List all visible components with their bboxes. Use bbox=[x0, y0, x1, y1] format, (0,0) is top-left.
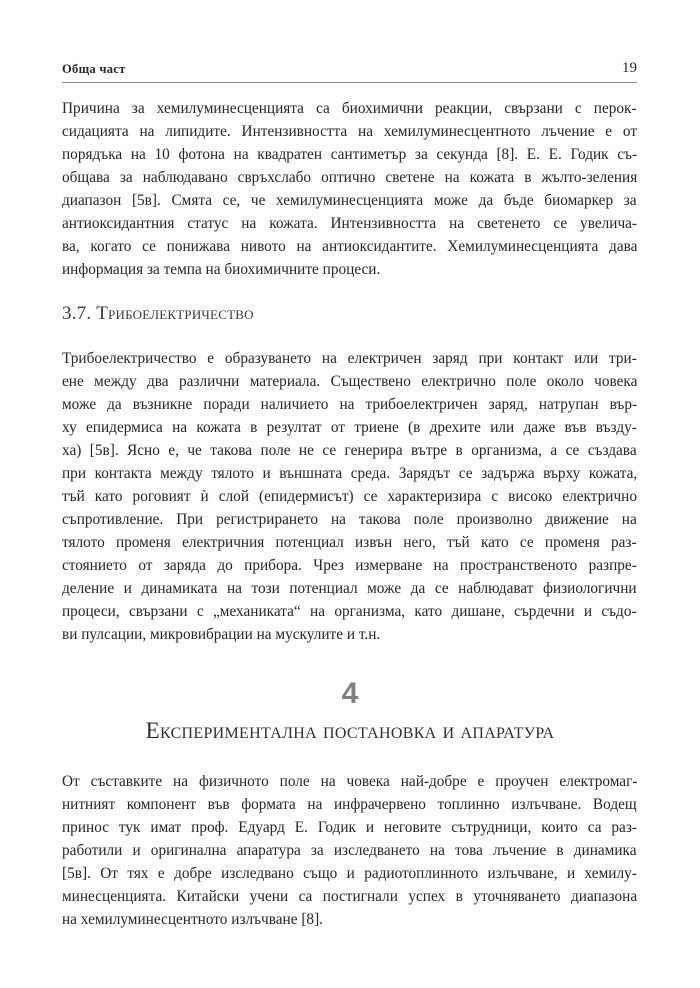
text-line: диапазон [5в]. Смята се, че хемилуминесценцията може да бъде биомаркер за bbox=[62, 192, 637, 209]
text-line: Трибоелектричество е образуването на електричен заряд при контакт или три- bbox=[62, 350, 637, 367]
section-number: 3.7. bbox=[62, 303, 92, 324]
paragraph-experimental bbox=[62, 770, 637, 931]
running-title: Обща част bbox=[62, 62, 126, 76]
text-line: порядъка на 10 фотона на квадратен сантиметър за секунда [8]. Е. Е. Годик съ- bbox=[62, 146, 637, 163]
text-line: на хемилуминесцентното излъчване [8]. bbox=[62, 911, 323, 928]
section-title: Трибоелектричество bbox=[96, 303, 254, 324]
text-line: ва, когато се понижава нивото на антиоксидантите. Хемилуминесценцията дава bbox=[62, 238, 637, 255]
text-line: съпротивление. При регистрирането на такова поле произволно движение на bbox=[62, 511, 637, 528]
text-line: Причина за хемилуминесценцията са биохимични реакции, свързани с перок- bbox=[62, 100, 637, 117]
text-line: информация за темпа на биохимичните процеси. bbox=[62, 261, 381, 278]
text-line: тъй като роговият ѝ слой (епидермисът) се характеризира с високо електрично bbox=[62, 488, 637, 505]
text-line: принос тук имат проф. Едуард Е. Годик и неговите сътрудници, които са раз- bbox=[62, 819, 637, 836]
text-line: общава за наблюдавано свръхслабо оптично светене на кожата в жълто-зеления bbox=[62, 169, 637, 186]
text-line: антиоксидантния статус на кожата. Интензивността на светенето се увелича- bbox=[62, 215, 637, 232]
text-line: тялото променя електричния потенциал извън него, тъй като се променя раз- bbox=[62, 534, 637, 551]
paragraph-chemiluminescence bbox=[62, 97, 637, 281]
paragraph-triboelectricity bbox=[62, 347, 637, 646]
text-line: процеси, свързани с „механиката“ на организма, като дишане, сърдечни и съдо- bbox=[62, 603, 637, 620]
text-line: нитният компонент във формата на инфрачервено топлинно излъчване. Водещ bbox=[62, 796, 637, 813]
text-line: ху епидермиса на кожата в резултат от триене (в дрехите или даже във възду- bbox=[62, 419, 637, 436]
section-heading bbox=[62, 303, 637, 325]
text-line: [5в]. От тях е добре изследвано също и радиотоплинното излъчване, и хемилу- bbox=[62, 865, 637, 882]
text-line: работили и оригинална апаратура за изследването на това лъчение в динамика bbox=[62, 842, 637, 859]
text-line: ене между два различни материала. Съществено електрично поле около човека bbox=[62, 373, 637, 390]
text-line: сидацията на липидите. Интензивността на хемилуминесцентното лъчение е от bbox=[62, 123, 637, 140]
text-line: при контакта между тялото и външната среда. Зарядът се задържа върху кожата, bbox=[62, 465, 637, 482]
text-line: минесценцията. Китайски учени са постигнали успех в уточняването диапазона bbox=[62, 888, 637, 905]
chapter-title: Експериментална постановка и апаратура bbox=[145, 718, 555, 743]
text-line: От съставките на физичното поле на човека най-добре е проучен електромаг- bbox=[62, 773, 637, 790]
text-line: стоянието от заряда до прибора. Чрез измерване на пространственото разпре- bbox=[62, 557, 637, 574]
running-header bbox=[62, 58, 637, 83]
text-line: може да възникне поради наличието на трибоелектричен заряд, натрупан вър- bbox=[62, 396, 637, 413]
page-number: 19 bbox=[622, 60, 637, 76]
text-line: деление и динамиката на този потенциал може да се наблюдават физиологични bbox=[62, 580, 637, 597]
chapter-number: 4 bbox=[341, 677, 359, 710]
text-line: ви пулсации, микровибрации на мускулите и т.н. bbox=[62, 626, 381, 643]
text-line: ха) [5в]. Ясно е, че такова поле не се генерира вътре в организма, а се създава bbox=[62, 442, 637, 459]
